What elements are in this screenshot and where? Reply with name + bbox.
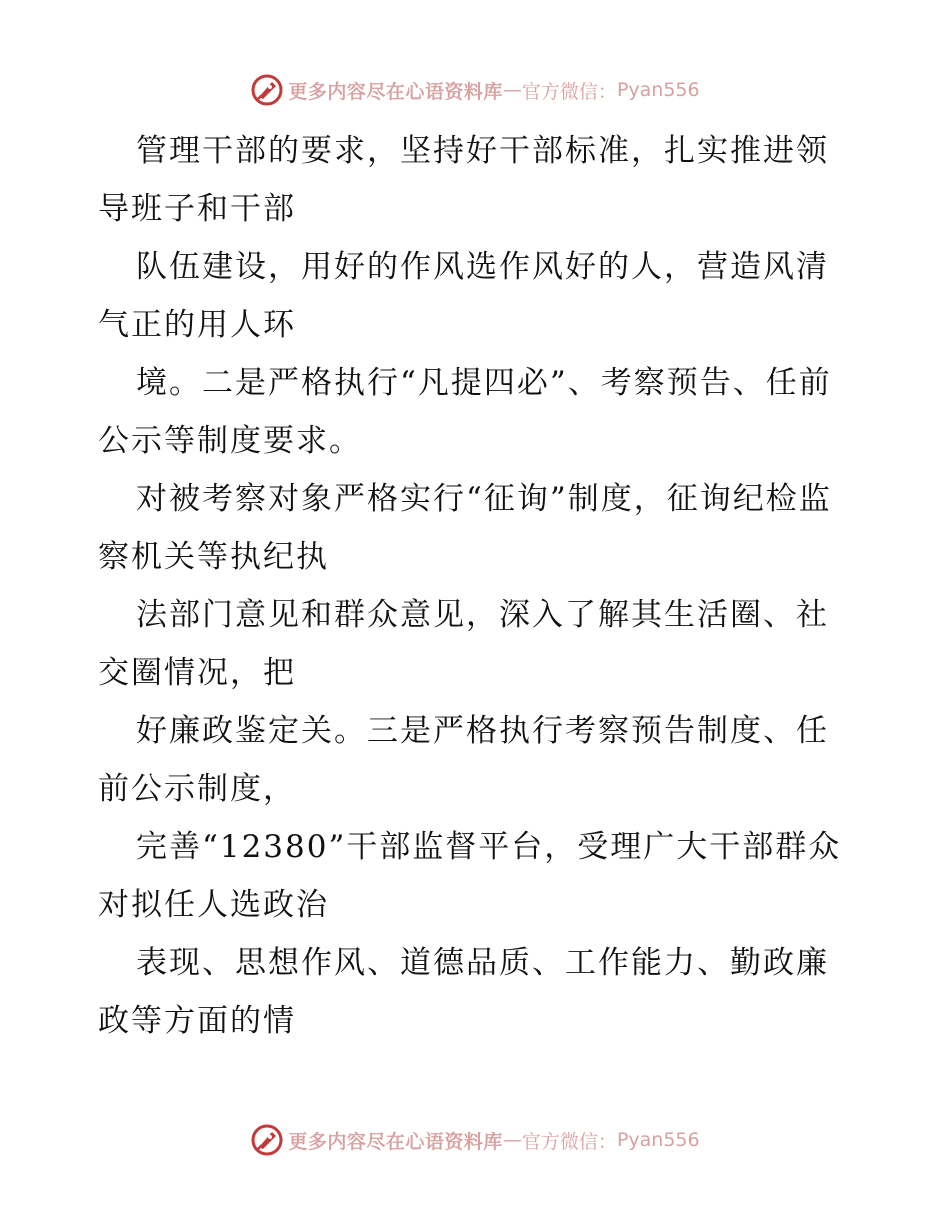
header-separator: — xyxy=(502,79,522,101)
document-body xyxy=(98,122,858,1050)
footer-wechat-id: Pyan556 xyxy=(616,1129,700,1151)
header-brand-text: 更多内容尽在心语资料库 xyxy=(288,80,503,103)
paragraph: 对被考察对象严格实行“征询”制度，征询纪检监察机关等执纪执 xyxy=(98,481,832,575)
paragraph: 完善“12380”干部监督平台，受理广大干部群众对拟任人选政治 xyxy=(98,829,842,923)
header-official-label: 官方微信： xyxy=(521,80,617,103)
pen-nib-logo-icon xyxy=(250,1123,284,1157)
footer-official-label: 官方微信： xyxy=(521,1130,617,1153)
footer-separator: — xyxy=(502,1129,522,1151)
paragraph: 队伍建设，用好的作风选作风好的人，营造风清气正的用人环 xyxy=(98,249,829,343)
header-wechat-id: Pyan556 xyxy=(616,79,700,101)
pen-nib-logo-icon xyxy=(250,73,284,107)
paragraph: 管理干部的要求，坚持好干部标准，扎实推进领导班子和干部 xyxy=(98,133,829,227)
paragraph: 表现、思想作风、道德品质、工作能力、勤政廉政等方面的情 xyxy=(98,945,829,1039)
paragraph: 境。二是严格执行“凡提四必”、考察预告、任前公示等制度要求。 xyxy=(98,365,832,459)
paragraph: 好廉政鉴定关。三是严格执行考察预告制度、任前公示制度， xyxy=(98,713,829,807)
header-banner xyxy=(0,70,950,110)
paragraph: 法部门意见和群众意见，深入了解其生活圈、社交圈情况，把 xyxy=(98,597,829,691)
footer-brand-text: 更多内容尽在心语资料库 xyxy=(288,1130,503,1153)
footer-banner xyxy=(0,1120,950,1160)
